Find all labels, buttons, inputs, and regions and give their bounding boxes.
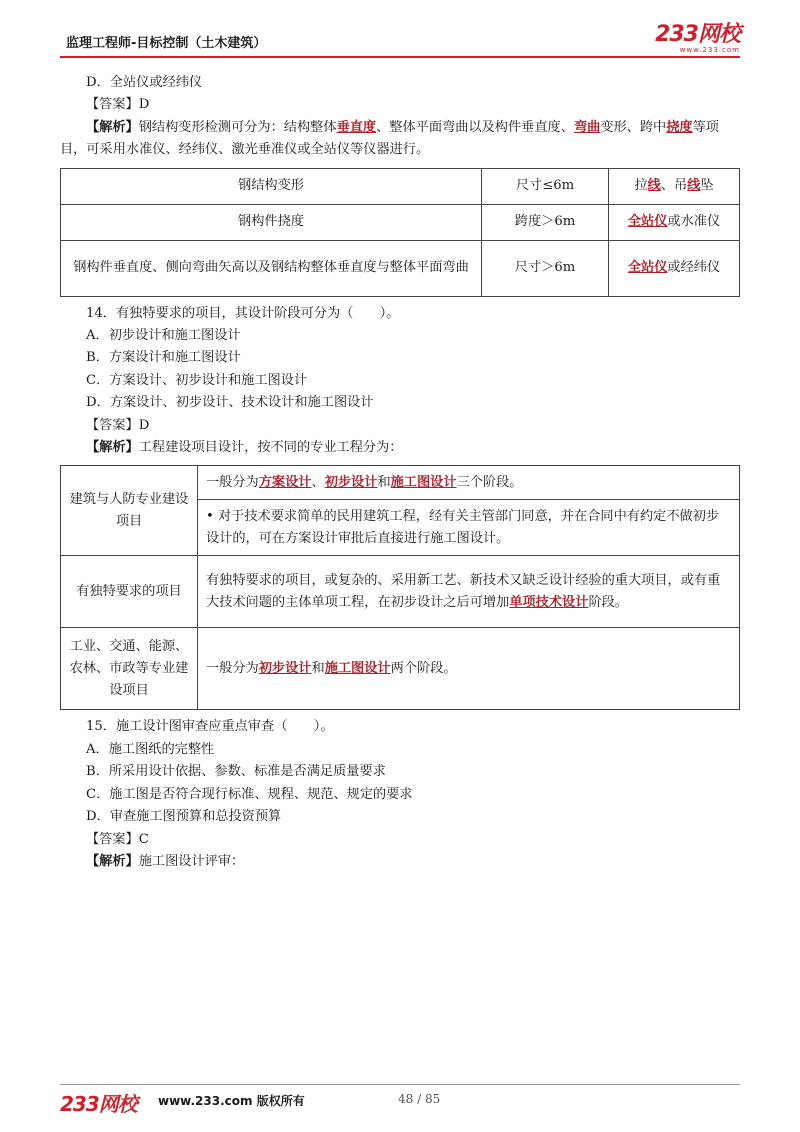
table-cell	[198, 628, 740, 710]
steel-deformation-table	[60, 168, 740, 297]
q15-option-c: C．施工图是否符合现行标准、规程、规范、规定的要求	[86, 786, 413, 802]
cell-text: 有独特要求的项目，或复杂的、采用新工艺、新技术又缺乏设计经验的重大项目，或有重大技术问题的主体单项工程，在初步设计之后可增加	[206, 572, 721, 610]
keyword: 施工图设计	[324, 660, 391, 676]
analysis-label: 【解析】	[86, 853, 139, 869]
keyword: 弯曲	[573, 119, 601, 135]
q15-option-a: A．施工图纸的完整性	[86, 741, 215, 757]
cell-text: 一般分为	[206, 660, 259, 676]
q13-option-d: D．全站仪或经纬仪	[86, 75, 203, 90]
cell-text: 、	[311, 474, 325, 490]
keyword: 初步设计	[324, 474, 378, 490]
logo-text: 233网校	[655, 22, 740, 47]
q14-option-a: A．初步设计和施工图设计	[86, 328, 241, 344]
cell-text: 或水准仪	[667, 214, 721, 230]
keyword: 线	[687, 178, 701, 194]
footer-logo: 233网校	[60, 1092, 137, 1116]
cell-text: 一般分为	[206, 474, 259, 490]
keyword: 全站仪	[627, 214, 668, 230]
page-content	[60, 72, 740, 873]
keyword: 挠度	[666, 119, 693, 135]
table-cell: 工业、交通、能源、农林、市政等专业建设项目	[61, 628, 198, 710]
table-cell: 钢构件挠度	[61, 204, 482, 240]
analysis-text: 钢结构变形检测可分为：结构整体	[138, 119, 337, 135]
table-cell	[609, 168, 740, 204]
analysis-label: 【解析】	[86, 440, 139, 456]
cell-text: 和	[377, 474, 391, 490]
table-cell: 尺寸≤6m	[482, 168, 609, 204]
cell-text: 两个阶段。	[390, 660, 457, 676]
q15-option-b: B．所采用设计依据、参数、标准是否满足质量要求	[86, 764, 386, 780]
copyright-text: www.233.com 版权所有	[158, 1094, 305, 1108]
document-title: 监理工程师-目标控制（土木建筑）	[66, 36, 267, 51]
analysis-label: 【解析】	[86, 119, 139, 135]
q14-option-d: D．方案设计、初步设计、技术设计和施工图设计	[86, 395, 374, 411]
keyword: 初步设计	[258, 660, 312, 676]
table-cell: 跨度＞6m	[482, 204, 609, 240]
table-row	[61, 204, 740, 240]
q14-option-c: C．方案设计、初步设计和施工图设计	[86, 372, 308, 388]
table-cell: 钢结构变形	[61, 168, 482, 204]
cell-text: 三个阶段。	[456, 474, 523, 490]
table-cell	[609, 240, 740, 296]
q14-analysis	[60, 437, 740, 459]
table-row	[61, 628, 740, 710]
q14-option-b: B．方案设计和施工图设计	[86, 350, 241, 366]
table-row	[61, 240, 740, 296]
q15-answer: 【答案】C	[86, 831, 149, 847]
analysis-text: 变形、跨中	[600, 119, 667, 135]
page-number: 48 / 85	[398, 1092, 441, 1106]
analysis-text: 施工图设计评审：	[138, 853, 245, 869]
cell-text: 阶段。	[588, 594, 628, 610]
q15-option-d: D．审查施工图预算和总投资预算	[86, 809, 282, 825]
q15-analysis	[60, 851, 740, 873]
table-row	[61, 168, 740, 204]
table-cell	[609, 204, 740, 240]
table-cell: 钢构件垂直度、侧向弯曲矢高以及钢结构整体垂直度与整体平面弯曲	[61, 240, 482, 296]
table-row	[61, 466, 740, 500]
table-cell: 有独特要求的项目	[61, 556, 198, 628]
table-row	[61, 556, 740, 628]
analysis-text: 工程建设项目设计，按不同的专业工程分为：	[138, 440, 403, 456]
q14-stem: 14．有独特要求的项目，其设计阶段可分为（ ）。	[86, 305, 400, 321]
q14-answer: 【答案】D	[86, 417, 150, 433]
q13-answer: 【答案】D	[86, 97, 150, 113]
keyword: 方案设计	[258, 474, 312, 490]
page-header	[60, 24, 740, 60]
analysis-text: 等项目，可采用水准仪、经纬仪、激光垂准仪或全站仪等仪器进行。	[60, 119, 719, 158]
keyword: 单项技术设计	[509, 594, 589, 610]
q15-stem: 15．施工设计图审查应重点审查（ ）。	[86, 719, 334, 735]
table-cell: 建筑与人防专业建设项目	[61, 466, 198, 556]
keyword: 线	[647, 178, 661, 194]
table-cell: • 对于技术要求简单的民用建筑工程，经有关主管部门同意，并在合同中有约定不做初步设计的，可在方案设计审批后直接进行施工图设计。	[198, 500, 740, 556]
keyword: 全站仪	[627, 260, 668, 276]
brand-logo	[655, 24, 740, 54]
header-divider	[60, 56, 740, 58]
page-footer	[60, 1086, 740, 1114]
cell-text: 、吊	[660, 178, 688, 194]
design-stage-table	[60, 465, 740, 710]
keyword: 垂直度	[336, 119, 377, 135]
cell-text: 坠	[700, 178, 714, 194]
cell-text: 或经纬仪	[667, 260, 721, 276]
logo-url: www.233.com	[679, 46, 740, 54]
cell-text: 拉	[634, 178, 648, 194]
table-cell	[198, 466, 740, 500]
keyword: 施工图设计	[390, 474, 457, 490]
analysis-text: 、整体平面弯曲以及构件垂直度、	[376, 119, 574, 135]
q13-analysis	[60, 117, 740, 162]
footer-divider	[60, 1084, 740, 1085]
table-cell: 尺寸＞6m	[482, 240, 609, 296]
cell-text: 和	[311, 660, 325, 676]
table-cell	[198, 556, 740, 628]
